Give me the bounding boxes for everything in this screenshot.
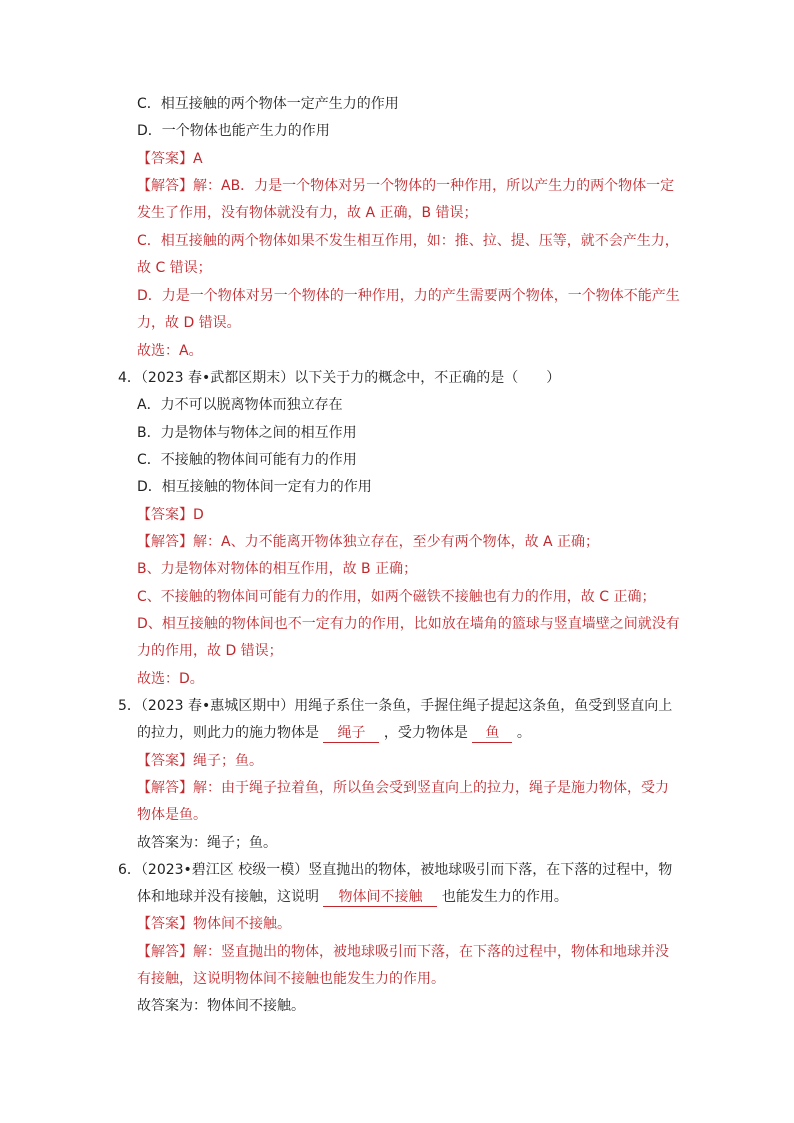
q4-stem: 4．（2023 春•武都区期末）以下关于力的概念中，不正确的是（ ） — [118, 370, 561, 386]
q4-option-d: D．相互接触的物体间一定有力的作用 — [137, 479, 372, 495]
q5-stem-text-c: 。 — [516, 725, 531, 741]
q5-stem-text-b: ，受力物体是 — [383, 725, 468, 741]
q5-stem-text-a: 的拉力，则此力的施力物体是 — [137, 725, 319, 741]
q5-stem-line-2 — [137, 723, 531, 743]
q3-analysis-line-2: 发生了作用，没有物体就没有力，故 A 正确，B 错误； — [137, 205, 478, 221]
q4-analysis-line-4: D、相互接触的物体间也不一定有力的作用，比如放在墙角的篮球与竖直墙壁之间就没有 — [137, 616, 680, 632]
q4-option-b: B．力是物体与物体之间的相互作用 — [137, 425, 357, 441]
q6-conclusion: 故答案为：物体间不接触。 — [137, 998, 305, 1014]
q3-option-c: C．相互接触的两个物体一定产生力的作用 — [137, 96, 399, 112]
q3-analysis-line-1: 【解答】解：AB．力是一个物体对另一个物体的一种作用，所以产生力的两个物体一定 — [137, 178, 675, 194]
q5-blank-1: 绳子 — [323, 724, 379, 743]
q3-option-d: D．一个物体也能产生力的作用 — [137, 123, 330, 139]
q4-analysis-line-3: C、不接触的物体间可能有力的作用，如两个磁铁不接触也有力的作用，故 C 正确； — [137, 589, 656, 605]
q4-option-a: A．力不可以脱离物体而独立存在 — [137, 397, 343, 413]
q3-analysis-line-5: D．力是一个物体对另一个物体的一种作用，力的产生需要两个物体，一个物体不能产生 — [137, 288, 680, 304]
q4-conclusion: 故选：D。 — [137, 671, 204, 687]
q5-analysis-line-1: 【解答】解：由于绳子拉着鱼，所以鱼会受到竖直向上的拉力，绳子是施力物体，受力 — [137, 780, 669, 796]
q6-analysis-line-2: 有接触，这说明物体间不接触也能发生力的作用。 — [137, 971, 445, 987]
q5-blank-2: 鱼 — [472, 724, 512, 743]
q6-answer: 【答案】物体间不接触。 — [137, 916, 291, 932]
q5-analysis-line-2: 物体是鱼。 — [137, 807, 207, 823]
q3-answer: 【答案】A — [137, 151, 203, 167]
q4-option-c: C．不接触的物体间可能有力的作用 — [137, 452, 357, 468]
q4-analysis-line-1: 【解答】解：A、力不能离开物体独立存在，至少有两个物体，故 A 正确； — [137, 534, 600, 550]
q3-analysis-line-4: 故 C 错误； — [137, 260, 212, 276]
q6-stem-line-1: 6．（2023•碧江区 校级一模）竖直抛出的物体，被地球吸引而下落，在下落的过程中，物 — [118, 862, 673, 878]
q4-analysis-line-5: 力的作用，故 D 错误； — [137, 643, 283, 659]
q6-analysis-line-1: 【解答】解：竖直抛出的物体，被地球吸引而下落，在下落的过程中，物体和地球并没 — [137, 944, 669, 960]
q5-conclusion: 故答案为：绳子；鱼。 — [137, 835, 277, 851]
q4-analysis-line-2: B、力是物体对物体的相互作用，故 B 正确； — [137, 561, 418, 577]
q3-conclusion: 故选：A。 — [137, 343, 203, 359]
q3-analysis-line-3: C．相互接触的两个物体如果不发生相互作用，如：推、拉、提、压等，就不会产生力， — [137, 233, 679, 249]
q6-stem-text-a: 体和地球并没有接触，这说明 — [137, 889, 319, 905]
q5-stem-line-1: 5．（2023 春•惠城区期中）用绳子系住一条鱼，手握住绳子提起这条鱼，鱼受到竖直向上 — [118, 698, 673, 714]
q6-stem-text-b: 也能发生力的作用。 — [441, 889, 568, 905]
q6-blank-1: 物体间不接触 — [323, 888, 437, 907]
q3-analysis-line-6: 力，故 D 错误。 — [137, 315, 241, 331]
q6-stem-line-2 — [137, 887, 568, 907]
q5-answer: 【答案】绳子；鱼。 — [137, 753, 263, 769]
q4-answer: 【答案】D — [137, 507, 204, 523]
